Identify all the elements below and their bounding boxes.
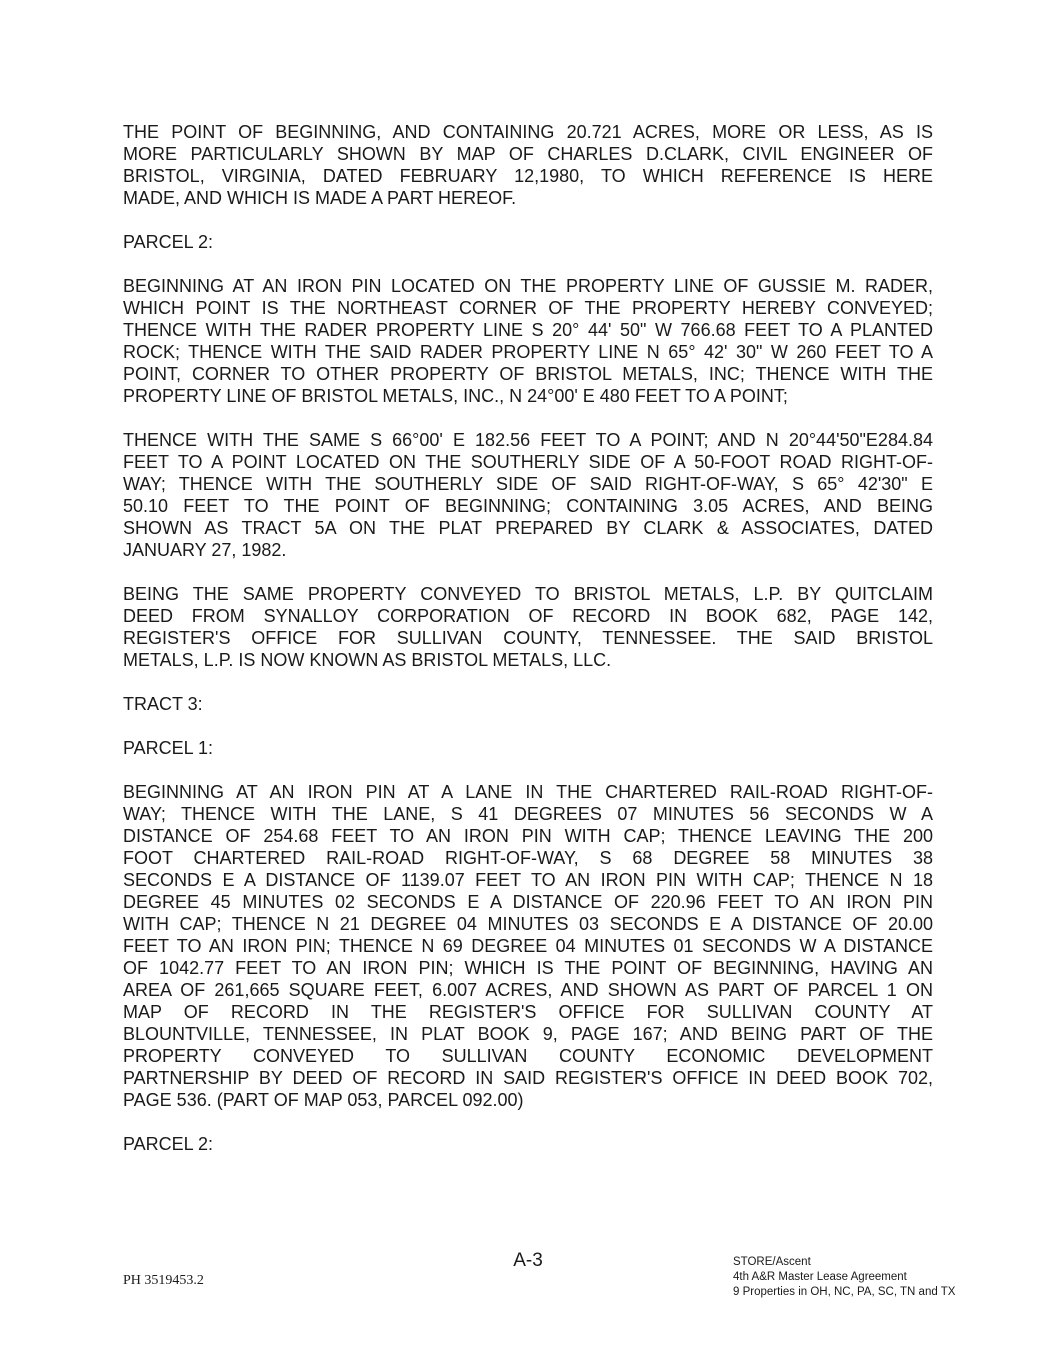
page-number: A-3	[513, 1250, 543, 1271]
text-line: BEING THE SAME PROPERTY CONVEYED TO BRISTOL METALS, L.P. BY QUITCLAIM	[123, 584, 933, 604]
text-line: FEET TO A POINT LOCATED ON THE SOUTHERLY SIDE OF A 50-FOOT ROAD RIGHT-OF-	[123, 452, 933, 472]
text-line: BRISTOL, VIRGINIA, DATED FEBRUARY 12,1980, TO WHICH REFERENCE IS HERE	[123, 166, 933, 186]
text-line: JANUARY 27, 1982.	[123, 540, 287, 560]
text-line: SHOWN AS TRACT 5A ON THE PLAT PREPARED BY CLARK & ASSOCIATES, DATED	[123, 518, 933, 538]
text-line: FOOT CHARTERED RAIL-ROAD RIGHT-OF-WAY, S 68 DEGREE 58 MINUTES 38	[123, 848, 933, 868]
footer-caption-block	[733, 1255, 955, 1300]
text-line: ROCK; THENCE WITH THE SAID RADER PROPERTY LINE N 65° 42' 30" W 260 FEET TO A	[123, 342, 933, 362]
section-heading: TRACT 3:	[123, 694, 203, 714]
text-line: WAY; THENCE WITH THE LANE, S 41 DEGREES 07 MINUTES 56 SECONDS W A	[123, 804, 933, 824]
text-line: 50.10 FEET TO THE POINT OF BEGINNING; CONTAINING 3.05 ACRES, AND BEING	[123, 496, 933, 516]
paragraph	[123, 275, 933, 407]
legal-description-text	[123, 121, 933, 1177]
text-line: THENCE WITH THE SAME S 66°00' E 182.56 FEET TO A POINT; AND N 20°44'50"E284.84	[123, 430, 933, 450]
section-heading: PARCEL 1:	[123, 738, 214, 758]
section-heading: PARCEL 2:	[123, 232, 214, 252]
text-line: MAP OF RECORD IN THE REGISTER'S OFFICE FOR SULLIVAN COUNTY AT	[123, 1002, 933, 1022]
text-line: WAY; THENCE WITH THE SOUTHERLY SIDE OF SAID RIGHT-OF-WAY, S 65° 42'30" E	[123, 474, 933, 494]
text-line: REGISTER'S OFFICE FOR SULLIVAN COUNTY, TENNESSEE. THE SAID BRISTOL	[123, 628, 933, 648]
text-line: MORE PARTICULARLY SHOWN BY MAP OF CHARLES D.CLARK, CIVIL ENGINEER OF	[123, 144, 933, 164]
footer-caption-line: 4th A&R Master Lease Agreement	[733, 1271, 907, 1283]
text-line: WHICH POINT IS THE NORTHEAST CORNER OF THE PROPERTY HEREBY CONVEYED;	[123, 298, 933, 318]
footer-caption-line: STORE/Ascent	[733, 1256, 811, 1268]
text-line: PARTNERSHIP BY DEED OF RECORD IN SAID REGISTER'S OFFICE IN DEED BOOK 702,	[123, 1068, 933, 1088]
text-line: SECONDS E A DISTANCE OF 1139.07 FEET TO AN IRON PIN WITH CAP; THENCE N 18	[123, 870, 933, 890]
text-line: DISTANCE OF 254.68 FEET TO AN IRON PIN WITH CAP; THENCE LEAVING THE 200	[123, 826, 933, 846]
text-line: AREA OF 261,665 SQUARE FEET, 6.007 ACRES, AND SHOWN AS PART OF PARCEL 1 ON	[123, 980, 933, 1000]
text-line: FEET TO AN IRON PIN; THENCE N 69 DEGREE 04 MINUTES 01 SECONDS W A DISTANCE	[123, 936, 933, 956]
text-line: METALS, L.P. IS NOW KNOWN AS BRISTOL METALS, LLC.	[123, 650, 612, 670]
text-line: PAGE 536. (PART OF MAP 053, PARCEL 092.00)	[123, 1090, 524, 1110]
text-line: DEED FROM SYNALLOY CORPORATION OF RECORD IN BOOK 682, PAGE 142,	[123, 606, 933, 626]
text-line: BLOUNTVILLE, TENNESSEE, IN PLAT BOOK 9, PAGE 167; AND BEING PART OF THE	[123, 1024, 933, 1044]
text-line: OF 1042.77 FEET TO AN IRON PIN; WHICH IS THE POINT OF BEGINNING, HAVING AN	[123, 958, 933, 978]
text-line: WITH CAP; THENCE N 21 DEGREE 04 MINUTES 03 SECONDS E A DISTANCE OF 20.00	[123, 914, 933, 934]
text-line: POINT, CORNER TO OTHER PROPERTY OF BRISTOL METALS, INC; THENCE WITH THE	[123, 364, 933, 384]
footer-caption-line: 9 Properties in OH, NC, PA, SC, TN and TX	[733, 1286, 956, 1298]
paragraph	[123, 429, 933, 561]
section-heading: PARCEL 2:	[123, 1134, 214, 1154]
text-line: MADE, AND WHICH IS MADE A PART HEREOF.	[123, 188, 517, 208]
text-line: THENCE WITH THE RADER PROPERTY LINE S 20° 44' 50" W 766.68 FEET TO A PLANTED	[123, 320, 933, 340]
paragraph	[123, 781, 933, 1111]
text-line: THE POINT OF BEGINNING, AND CONTAINING 20.721 ACRES, MORE OR LESS, AS IS	[123, 122, 933, 142]
paragraph	[123, 121, 933, 209]
text-line: DEGREE 45 MINUTES 02 SECONDS E A DISTANCE OF 220.96 FEET TO AN IRON PIN	[123, 892, 933, 912]
text-line: BEGINNING AT AN IRON PIN LOCATED ON THE PROPERTY LINE OF GUSSIE M. RADER,	[123, 276, 933, 296]
text-line: PROPERTY LINE OF BRISTOL METALS, INC., N 24°00' E 480 FEET TO A POINT;	[123, 386, 788, 406]
text-line: PROPERTY CONVEYED TO SULLIVAN COUNTY ECONOMIC DEVELOPMENT	[123, 1046, 933, 1066]
document-reference-number: PH 3519453.2	[123, 1273, 204, 1288]
paragraph	[123, 583, 933, 671]
text-line: BEGINNING AT AN IRON PIN AT A LANE IN THE CHARTERED RAIL-ROAD RIGHT-OF-	[123, 782, 933, 802]
